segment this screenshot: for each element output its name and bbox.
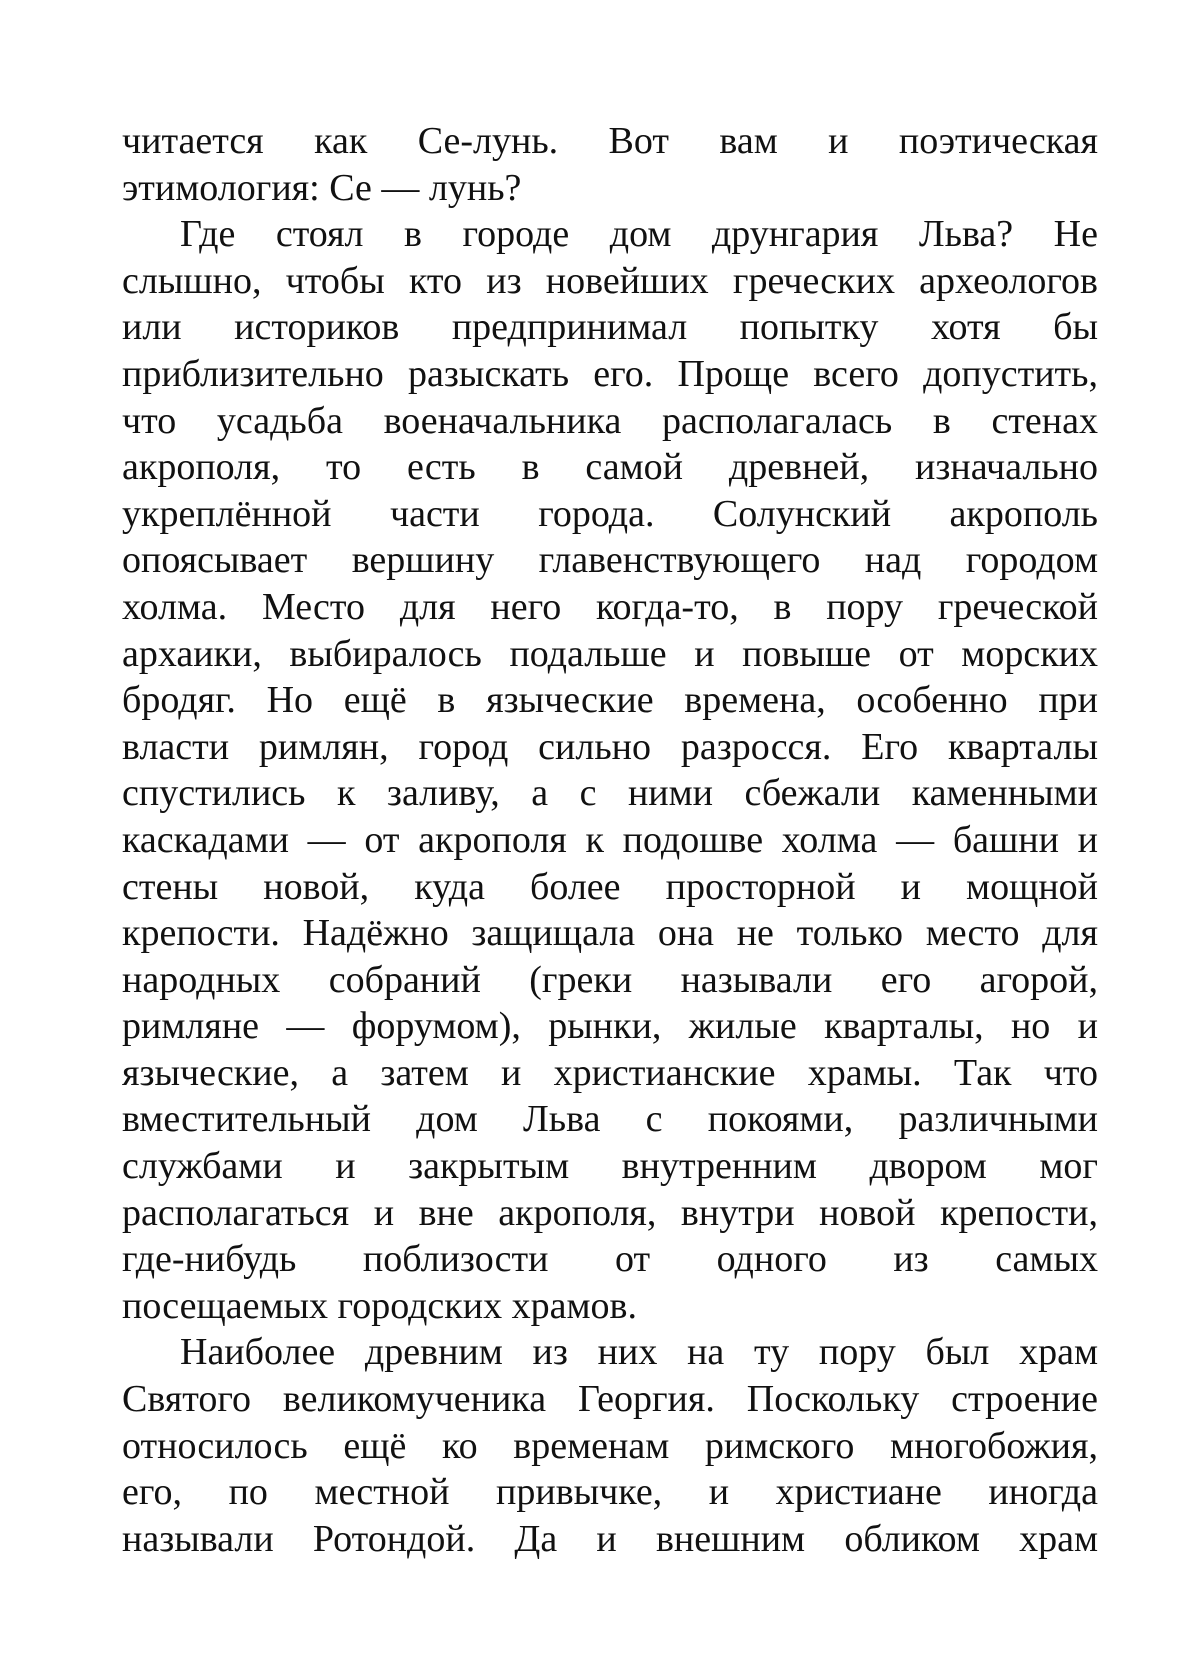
text-line: вместительный дом Льва с покоями, различными <box>122 1098 1098 1141</box>
text-line: где-нибудь поблизости от одного из самых <box>122 1238 1098 1281</box>
text-line: укреплённой части города. Солунский акрополь <box>122 492 1098 535</box>
text-line: акрополя, то есть в самой древней, изначально <box>122 446 1098 489</box>
text-line: бродяг. Но ещё в языческие времена, особенно при <box>122 679 1098 722</box>
text-line: или историков предпринимал попытку хотя бы <box>122 306 1098 349</box>
text-line: этимология: Се — лунь? <box>122 166 522 209</box>
text-line: власти римлян, город сильно разросся. Его кварталы <box>122 725 1098 768</box>
text-line: языческие, а затем и христианские храмы. Так что <box>122 1051 1098 1094</box>
text-line: холма. Место для него когда-то, в пору греческой <box>122 585 1098 628</box>
text-line: архаики, выбиралось подальше и повыше от морских <box>122 632 1098 675</box>
text-line: службами и закрытым внутренним двором мог <box>122 1145 1098 1188</box>
text-line: располагаться и вне акрополя, внутри новой крепости, <box>122 1191 1098 1234</box>
text-line: народных собраний (греки называли его агорой, <box>122 958 1098 1001</box>
text-line: читается как Се-лунь. Вот вам и поэтическая <box>122 120 1098 162</box>
text-line: крепости. Надёжно защищала она не только место для <box>122 912 1098 955</box>
text-line: опоясывает вершину главенствующего над городом <box>122 539 1098 582</box>
body-text <box>122 118 1098 1562</box>
text-line: относилось ещё ко временам римского многобожия, <box>122 1424 1098 1467</box>
text-line: каскадами — от акрополя к подошве холма — башни и <box>122 818 1098 861</box>
text-line: Святого великомученика Георгия. Поскольку строение <box>122 1378 1098 1421</box>
text-line: приблизительно разыскать его. Проще всего допустить, <box>122 352 1098 395</box>
text-line: стены новой, куда более просторной и мощной <box>122 865 1098 908</box>
text-line: слышно, чтобы кто из новейших греческих археологов <box>122 259 1098 302</box>
text-line: Где стоял в городе дом друнгария Льва? Не <box>180 213 1098 256</box>
text-line: спустились к заливу, а с ними сбежали каменными <box>122 772 1098 815</box>
text-line: посещаемых городских храмов. <box>122 1284 637 1327</box>
text-line: Наиболее древним из них на ту пору был храм <box>180 1331 1098 1374</box>
text-line: что усадьба военачальника располагалась в стенах <box>122 399 1098 442</box>
text-line: называли Ротондой. Да и внешним обликом храм <box>122 1517 1098 1560</box>
text-line: его, по местной привычке, и христиане иногда <box>122 1471 1098 1514</box>
text-line: римляне — форумом), рынки, жилые кварталы, но и <box>122 1005 1098 1048</box>
